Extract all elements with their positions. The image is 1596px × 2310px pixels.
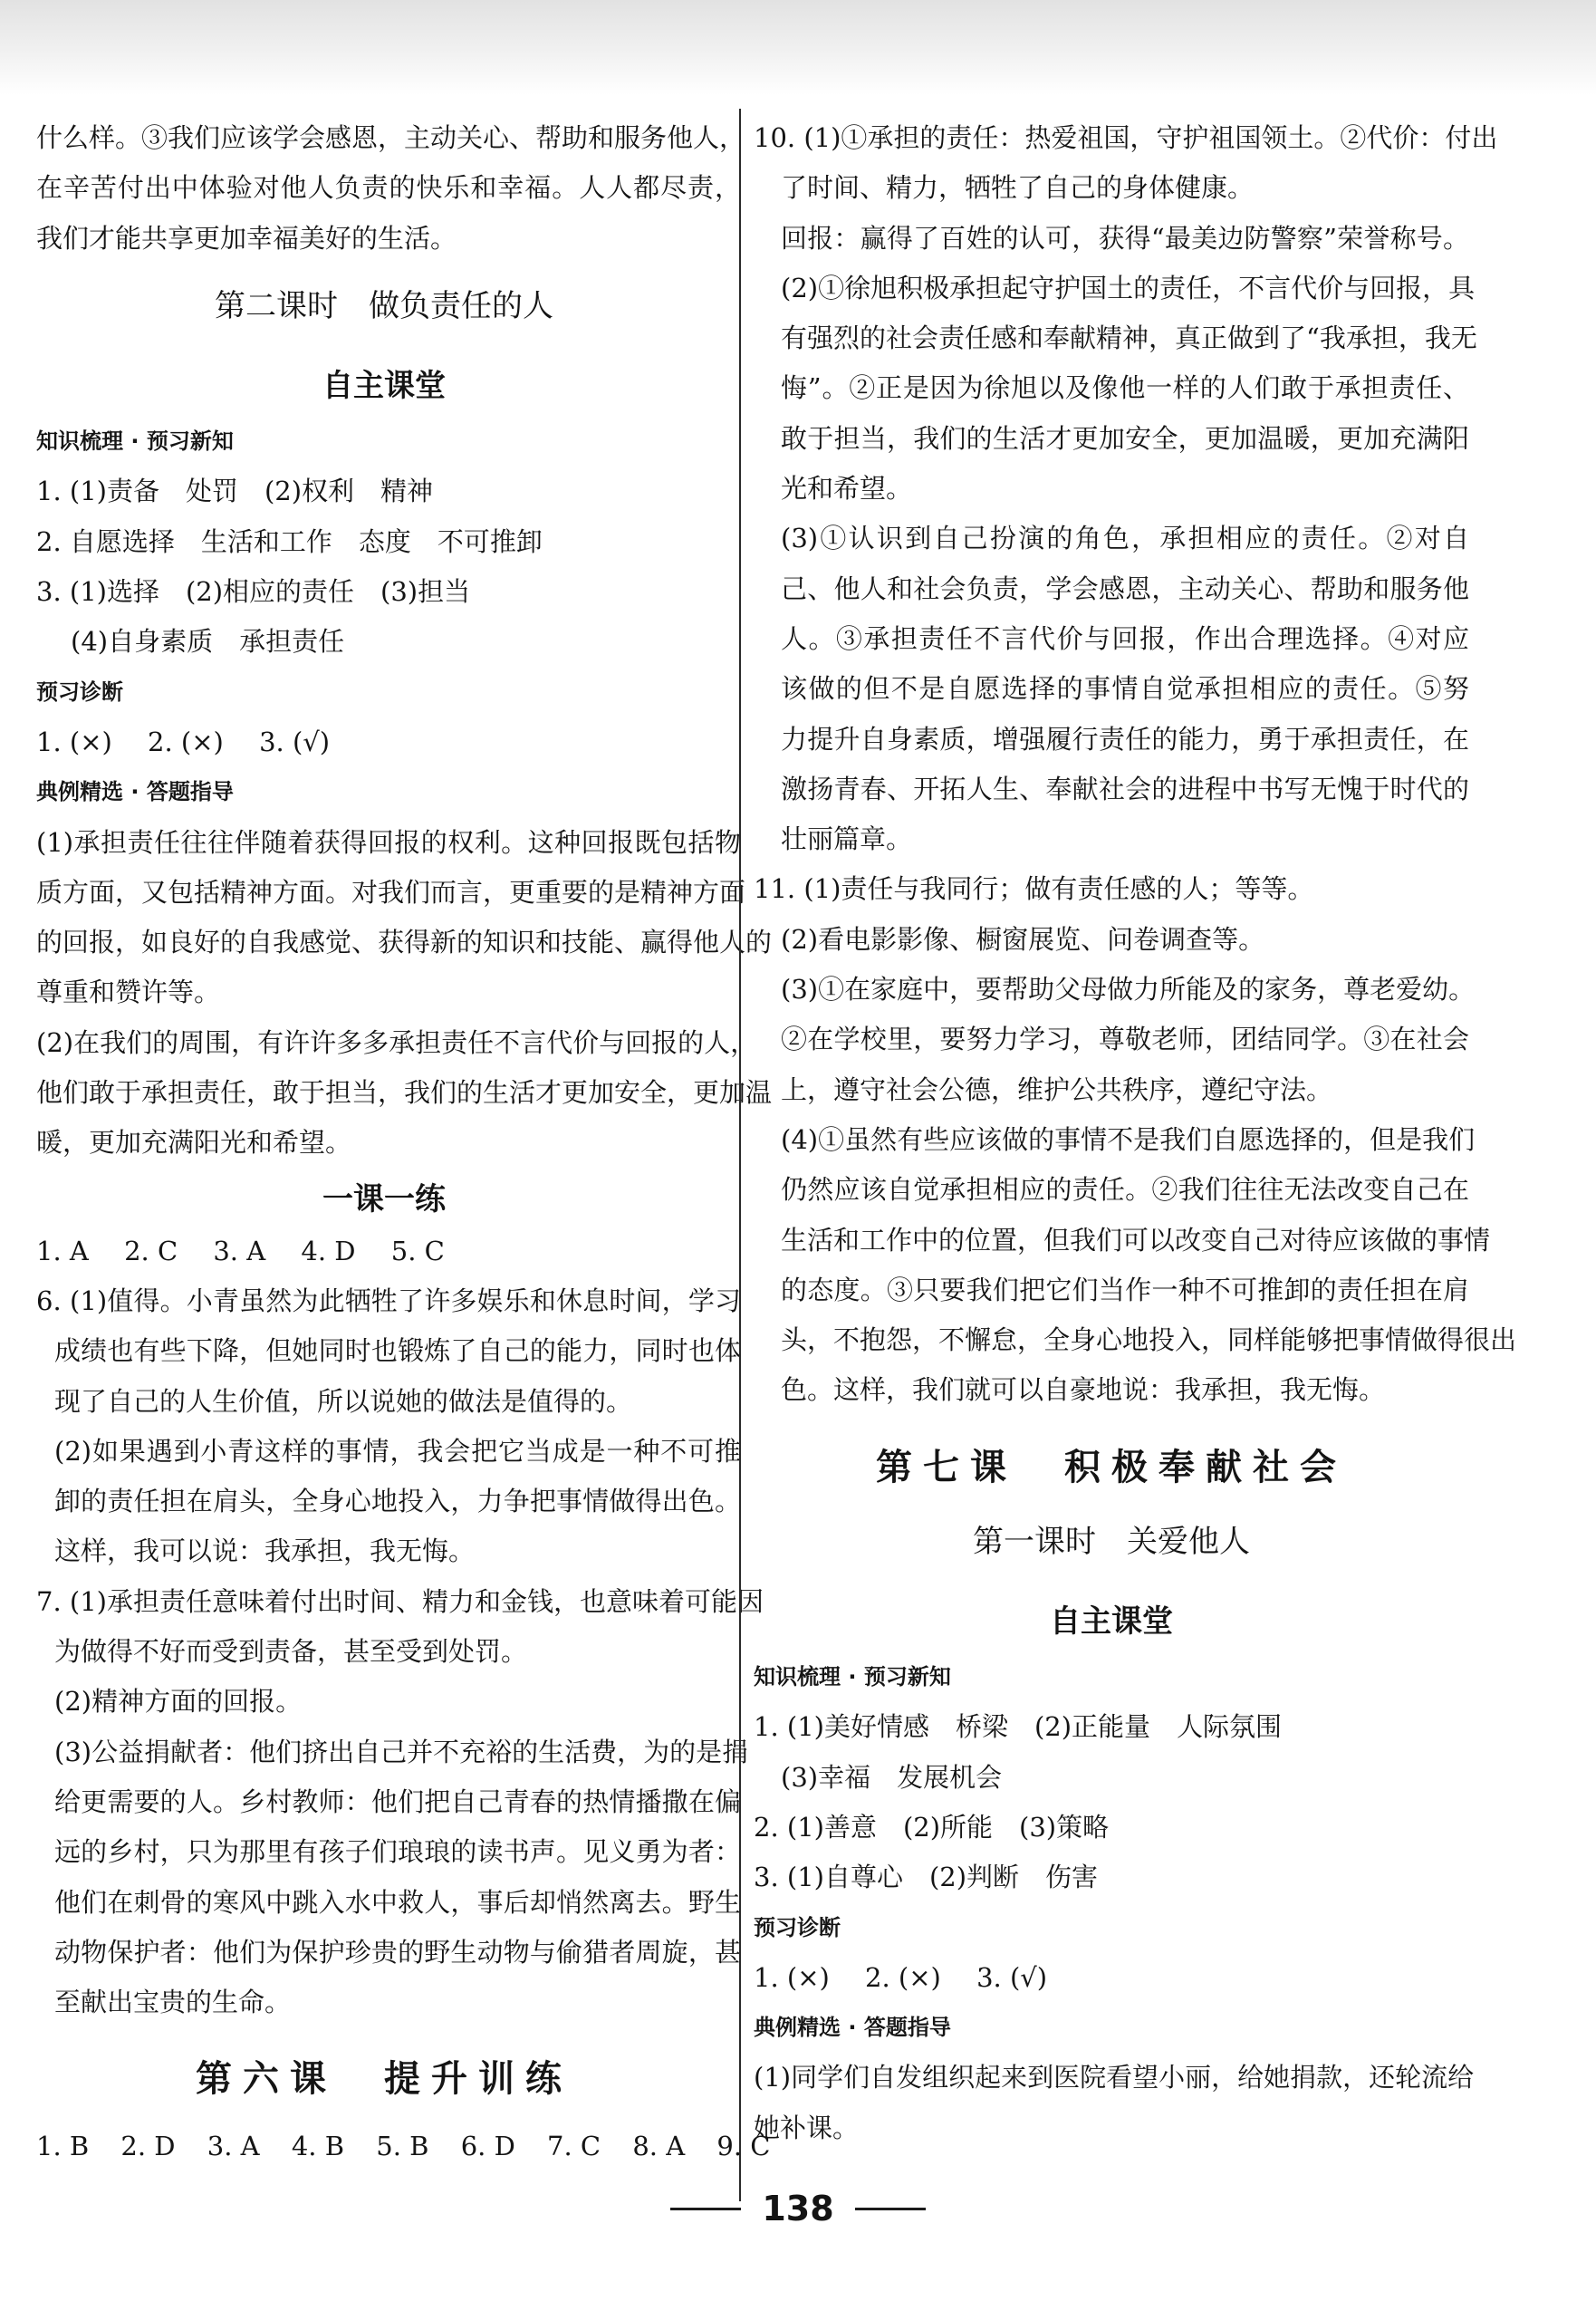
- answer-line: (3)幸福 发展机会: [781, 1761, 1003, 1793]
- text-line: 色。这样，我们就可以自豪地说：我承担，我无悔。: [781, 1374, 1386, 1406]
- text-line: (3)公益捐献者：他们挤出自己并不充裕的生活费，为的是捐: [54, 1736, 749, 1767]
- answer-item: 5. C: [390, 1235, 445, 1266]
- text-line: 给更需要的人。乡村教师：他们把自己青春的热情播撒在偏: [54, 1785, 741, 1817]
- text-line: ②在学校里，要努力学习，尊敬老师，团结同学。③在社会: [781, 1024, 1469, 1055]
- text-line: (2)看电影影像、橱窗展览、问卷调查等。: [781, 923, 1265, 955]
- label-zhishi-shuli: 知识梳理 · 预习新知: [754, 1664, 951, 1690]
- text-line: 他们敢于承担责任，敢于担当，我们的生活才更加安全，更加温: [36, 1077, 773, 1109]
- text-line: 现了自己的人生价值，所以说她的做法是值得的。: [54, 1385, 633, 1417]
- text-line: (3)①在家庭中，要帮助父母做力所能及的家务，尊老爱幼。: [781, 974, 1476, 1006]
- text-line: 壮丽篇章。: [781, 823, 913, 855]
- page-footer: [0, 2189, 1596, 2228]
- text-line: (2)如果遇到小青这样的事情，我会把它当成是一种不可推: [54, 1435, 741, 1467]
- label-dianli-jingxuan: 典例精选 · 答题指导: [36, 779, 234, 805]
- text-line: 悔”。②正是因为徐旭以及像他一样的人们敢于承担责任、: [781, 372, 1469, 404]
- text-line: 至献出宝贵的生命。: [54, 1987, 292, 2018]
- yike-answers: [27, 1227, 741, 1276]
- text-line: 光和希望。: [781, 473, 913, 505]
- lesson-6-title: 第六课 提升训练: [196, 2057, 572, 2101]
- answer-line: 1. (1)美好情感 桥梁 (2)正能量 人际氛围: [754, 1711, 1283, 1743]
- text-line: 敢于担当，我们的生活才更加安全，更加温暖，更加充满阳: [781, 422, 1469, 454]
- text-line: 人。③承担责任不言代价与回报，作出合理选择。④对应: [781, 622, 1469, 654]
- heading-zizhu-ketang: 自主课堂: [322, 368, 446, 405]
- answer-item: 4. D: [301, 1235, 356, 1266]
- text-line: 激扬青春、开拓人生、奉献社会的进程中书写无愧于时代的: [781, 773, 1469, 804]
- text-line: 成绩也有些下降，但她同时也锻炼了自己的能力，同时也体: [54, 1335, 741, 1367]
- section-title: 第一课时 关爱他人: [973, 1523, 1250, 1560]
- answer-item: 3. (√): [259, 726, 331, 757]
- text-line: 的态度。③只要我们把它们当作一种不可推卸的责任担在肩: [781, 1274, 1469, 1305]
- text-line: 生活和工作中的位置，但我们可以改变自己对待应该做的事情: [781, 1224, 1491, 1256]
- continued-answer: [27, 113, 746, 264]
- lesson6-answers: [27, 2122, 771, 2171]
- text-line: 6. (1)值得。小青虽然为此牺牲了许多娱乐和休息时间，学习: [36, 1285, 741, 1316]
- footer-rule-left: [670, 2208, 741, 2210]
- text-line: 远的乡村，只为那里有孩子们琅琅的读书声。见义勇为者：: [54, 1836, 741, 1868]
- text-line: 卸的责任担在肩头，全身心地投入，力争把事情做得出色。: [54, 1486, 741, 1517]
- heading-yike-yilian: 一课一练: [322, 1180, 446, 1218]
- text-line: (2)①徐旭积极承担起守护国土的责任，不言代价与回报，具: [781, 272, 1476, 303]
- answer-item: 3. A: [207, 2131, 260, 2162]
- text-line: 尊重和赞许等。: [36, 977, 221, 1008]
- text-line: 力提升自身素质，增强履行责任的能力，勇于承担责任，在: [781, 723, 1469, 755]
- label-yuxi-zhenduan: 预习诊断: [754, 1914, 841, 1940]
- answer-line: 2. 自愿选择 生活和工作 态度 不可推卸: [36, 525, 543, 557]
- text-line: 头，不抱怨，不懈怠，全身心地投入，同样能够把事情做得很出: [781, 1324, 1517, 1356]
- label-dianli-jingxuan: 典例精选 · 答题指导: [754, 2015, 951, 2041]
- text-line: (3)①认识到自己扮演的角色，承担相应的责任。②对自: [781, 523, 1469, 554]
- text-line: 回报：赢得了百姓的认可，获得“最美边防警察”荣誉称号。: [781, 222, 1469, 254]
- text-line: (2)在我们的周围，有许许多多承担责任不言代价与回报的人，: [36, 1026, 757, 1058]
- answer-item: 2. (×): [148, 726, 224, 757]
- right-column: [754, 113, 1517, 2153]
- text-line: 她补课。: [754, 2112, 860, 2143]
- text-line: 该做的但不是自愿选择的事情自觉承担相应的责任。⑤努: [781, 673, 1469, 705]
- text-line: 有强烈的社会责任感和奉献精神，真正做到了“我承担，我无: [781, 322, 1477, 354]
- answer-line: 3. (1)选择 (2)相应的责任 (3)担当: [36, 576, 471, 608]
- page-number: 138: [762, 2189, 834, 2228]
- text-line: (2)精神方面的回报。: [54, 1686, 303, 1718]
- answer-item: 1. A: [36, 1235, 89, 1266]
- label-yuxi-zhenduan: 预习诊断: [36, 679, 123, 705]
- heading-zizhu-ketang: 自主课堂: [1050, 1603, 1173, 1641]
- answer-item: 6. D: [460, 2131, 515, 2162]
- answer-item: 4. B: [291, 2131, 345, 2162]
- answer-item: 2. C: [124, 1235, 178, 1266]
- answer-item: 3. (√): [976, 1961, 1048, 1993]
- answer-line: 3. (1)自尊心 (2)判断 伤害: [754, 1862, 1099, 1893]
- scan-shadow-band: [0, 0, 1596, 95]
- text-line: 为做得不好而受到责备，甚至受到处罚。: [54, 1636, 528, 1668]
- text-line: 他们在刺骨的寒风中跳入水中救人，事后却悄然离去。野生: [54, 1886, 741, 1918]
- column-divider: [739, 109, 741, 2201]
- section-title: 第二课时 做负责任的人: [215, 287, 553, 324]
- text-line: 在辛苦付出中体验对他人负责的快乐和幸福。人人都尽责，: [36, 172, 741, 204]
- answer-item: 8. A: [632, 2131, 686, 2162]
- text-line: 11. (1)责任与我同行；做有责任感的人；等等。: [754, 873, 1314, 905]
- answer-line: (4)自身素质 承担责任: [71, 626, 345, 658]
- text-line: 上，遵守社会公德，维护公共秩序，遵纪守法。: [781, 1073, 1333, 1105]
- yuxi-answers: [754, 1953, 1469, 2003]
- answer-item: 3. A: [213, 1235, 266, 1266]
- lesson-7-title: 第七课 积极奉献社会: [876, 1445, 1347, 1488]
- answer-line: 1. (1)责备 处罚 (2)权利 精神: [36, 476, 434, 507]
- answer-item: 1. (×): [754, 1961, 830, 1993]
- text-line: 这样，我可以说：我承担，我无悔。: [54, 1535, 476, 1567]
- left-column: [27, 113, 773, 2172]
- answer-item: 7. C: [547, 2131, 601, 2162]
- text-line: 仍然应该自觉承担相应的责任。②我们往往无法改变自己在: [781, 1174, 1469, 1206]
- text-line: (1)同学们自发组织起来到医院看望小丽，给她捐款，还轮流给: [754, 2062, 1475, 2093]
- text-line: 动物保护者：他们为保护珍贵的野生动物与偷猎者周旋，甚: [54, 1936, 741, 1968]
- answer-item: 2. (×): [865, 1961, 941, 1993]
- text-line: 了时间、精力，牺牲了自己的身体健康。: [781, 172, 1255, 204]
- text-line: 我们才能共享更加幸福美好的生活。: [36, 222, 457, 254]
- answer-item: 9. C: [716, 2131, 771, 2162]
- text-line: 己、他人和社会负责，学会感恩，主动关心、帮助和服务他: [781, 573, 1469, 604]
- answer-item: 5. B: [376, 2131, 429, 2162]
- answer-line: 2. (1)善意 (2)所能 (3)策略: [754, 1811, 1110, 1843]
- text-line: 质方面，又包括精神方面。对我们而言，更重要的是精神方面: [36, 876, 746, 908]
- text-line: 的回报，如良好的自我感觉、获得新的知识和技能、赢得他人的: [36, 927, 773, 958]
- text-line: (4)①虽然有些应该做的事情不是我们自愿选择的，但是我们: [781, 1123, 1476, 1155]
- text-line: 10. (1)①承担的责任：热爱祖国，守护祖国领土。②代价：付出: [754, 122, 1498, 153]
- footer-rule-right: [855, 2208, 926, 2210]
- answer-item: 1. B: [36, 2131, 90, 2162]
- text-line: 什么样。③我们应该学会感恩，主动关心、帮助和服务他人，: [36, 122, 746, 153]
- label-zhishi-shuli: 知识梳理 · 预习新知: [36, 428, 234, 455]
- text-line: 暖，更加充满阳光和希望。: [36, 1127, 352, 1159]
- answer-item: 2. D: [120, 2131, 176, 2162]
- text-line: 7. (1)承担责任意味着付出时间、精力和金钱，也意味着可能因: [36, 1585, 764, 1617]
- yuxi-answers: [27, 717, 741, 767]
- answer-item: 1. (×): [36, 726, 112, 757]
- text-line: (1)承担责任往往伴随着获得回报的权利。这种回报既包括物: [36, 826, 741, 858]
